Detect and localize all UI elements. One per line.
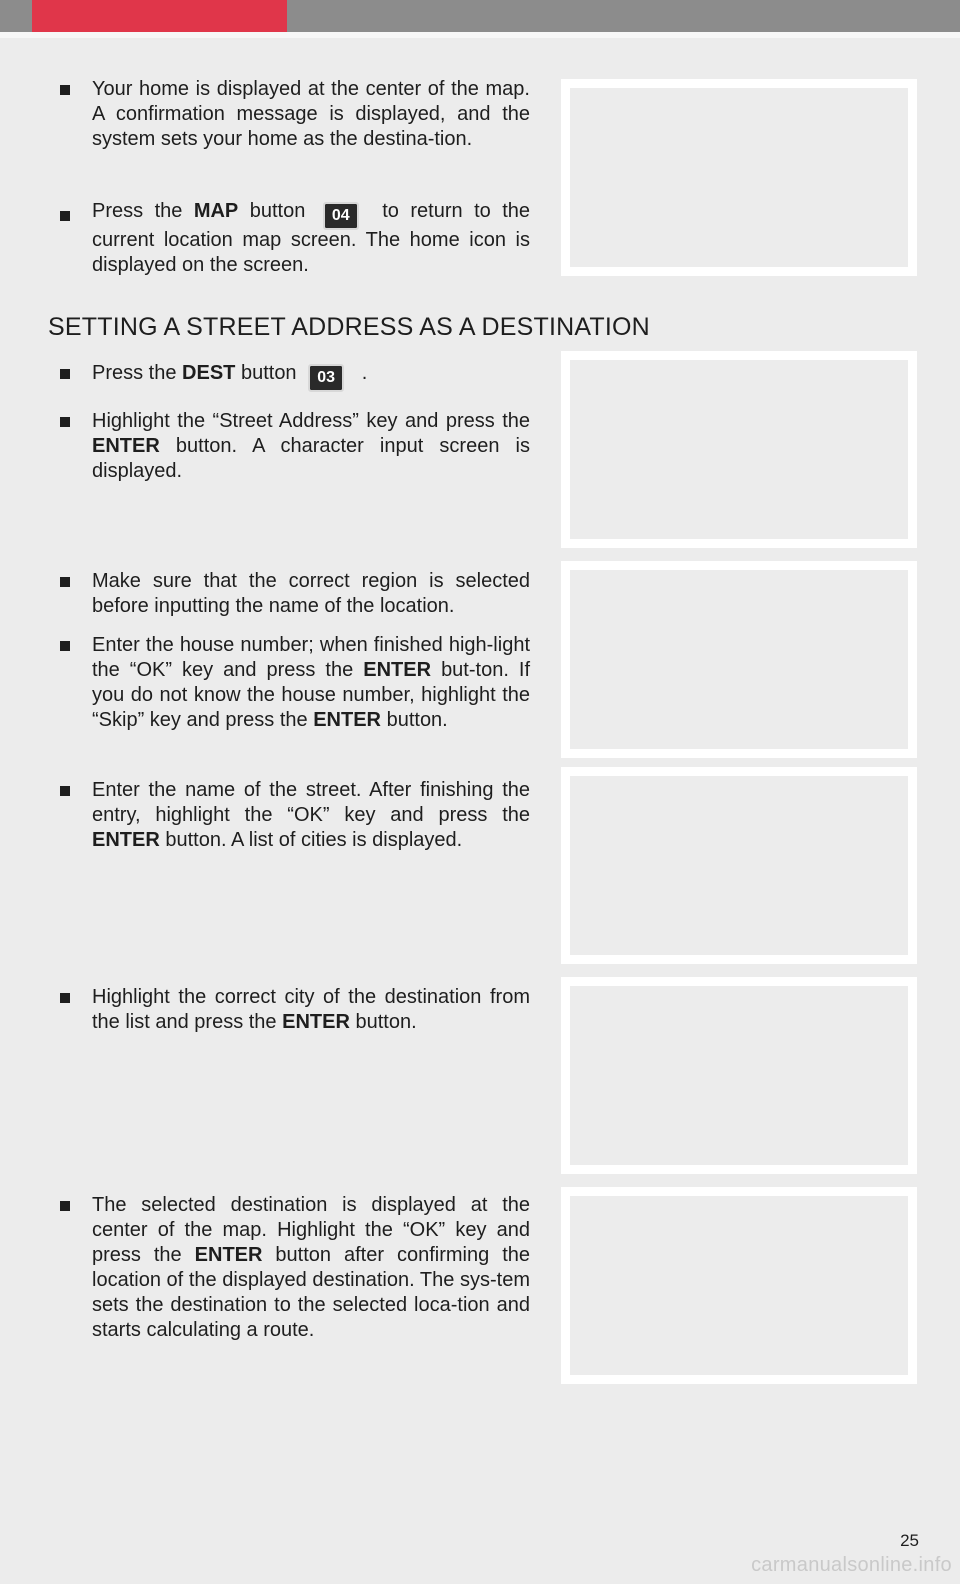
screen-image-placeholder [561, 767, 917, 964]
list-item [60, 77, 530, 152]
screen-image-placeholder [561, 351, 917, 548]
enter-button-label: ENTER [194, 1244, 263, 1266]
bullet-square-icon [60, 641, 70, 651]
bullet-square-icon [60, 211, 70, 221]
list-item-text: Highlight the “Street Address” key and press the ENTER button. A character input screen is displayed. [92, 410, 530, 482]
bullet-square-icon [60, 85, 70, 95]
list-item-text: Press the MAP button 04 to return to the current location map screen. The home icon is displayed on the screen. [92, 200, 530, 276]
top-bar-accent [32, 0, 287, 32]
list-item-text: Make sure that the correct region is selected before inputting the name of the location. [92, 570, 530, 617]
list-item [60, 409, 530, 484]
screen-image-placeholder [561, 561, 917, 758]
bullet-square-icon [60, 577, 70, 587]
list-item [60, 985, 530, 1035]
section-heading: SETTING A STREET ADDRESS AS A DESTINATION [48, 313, 650, 341]
map-button-label: MAP [193, 200, 239, 222]
bullet-square-icon [60, 369, 70, 379]
screen-image-placeholder [561, 79, 917, 276]
screen-image-placeholder [561, 977, 917, 1174]
bullet-square-icon [60, 417, 70, 427]
list-item [60, 633, 530, 733]
enter-button-label: ENTER [92, 435, 160, 457]
list-item [60, 569, 530, 619]
list-item [60, 778, 530, 853]
enter-button-label: ENTER [313, 709, 382, 731]
list-item-text: Your home is displayed at the center of the map. A confirmation message is displayed, and the system sets your home as the destina-tion. [92, 78, 530, 150]
bullet-square-icon [60, 786, 70, 796]
dest-key-badge: 03 [310, 366, 342, 390]
list-item [60, 199, 530, 278]
top-bar-divider [0, 32, 960, 38]
map-key-badge: 04 [325, 204, 357, 228]
list-item-text: Enter the name of the street. After finishing the entry, highlight the “OK” key and press the ENTER button. A list of cities is displayed. [92, 779, 530, 851]
dest-button-label: DEST [182, 362, 236, 384]
enter-button-label: ENTER [363, 659, 432, 681]
list-item [60, 361, 530, 390]
enter-button-label: ENTER [282, 1011, 350, 1033]
list-item-text: Enter the house number; when finished high-light the “OK” key and press the ENTER but-ton. If you do not know the house number, highlight the “Skip” key and press the ENTER button. [92, 634, 530, 731]
bullet-square-icon [60, 1201, 70, 1211]
page-number: 25 [900, 1531, 919, 1550]
list-item-text: Highlight the correct city of the destination from the list and press the ENTER button. [92, 986, 530, 1033]
bullet-square-icon [60, 993, 70, 1003]
enter-button-label: ENTER [92, 829, 160, 851]
screen-image-placeholder [561, 1187, 917, 1384]
list-item-text: Press the DEST button 03 . [92, 361, 530, 390]
list-item-text: The selected destination is displayed at the center of the map. Highlight the “OK” key and press the ENTER button after confirming the location of the displayed destination. The sys-tem sets the destination to the selected loca-tion and starts calculating a route. [92, 1194, 531, 1341]
list-item [60, 1193, 530, 1343]
watermark: carmanualsonline.info [751, 1554, 952, 1576]
